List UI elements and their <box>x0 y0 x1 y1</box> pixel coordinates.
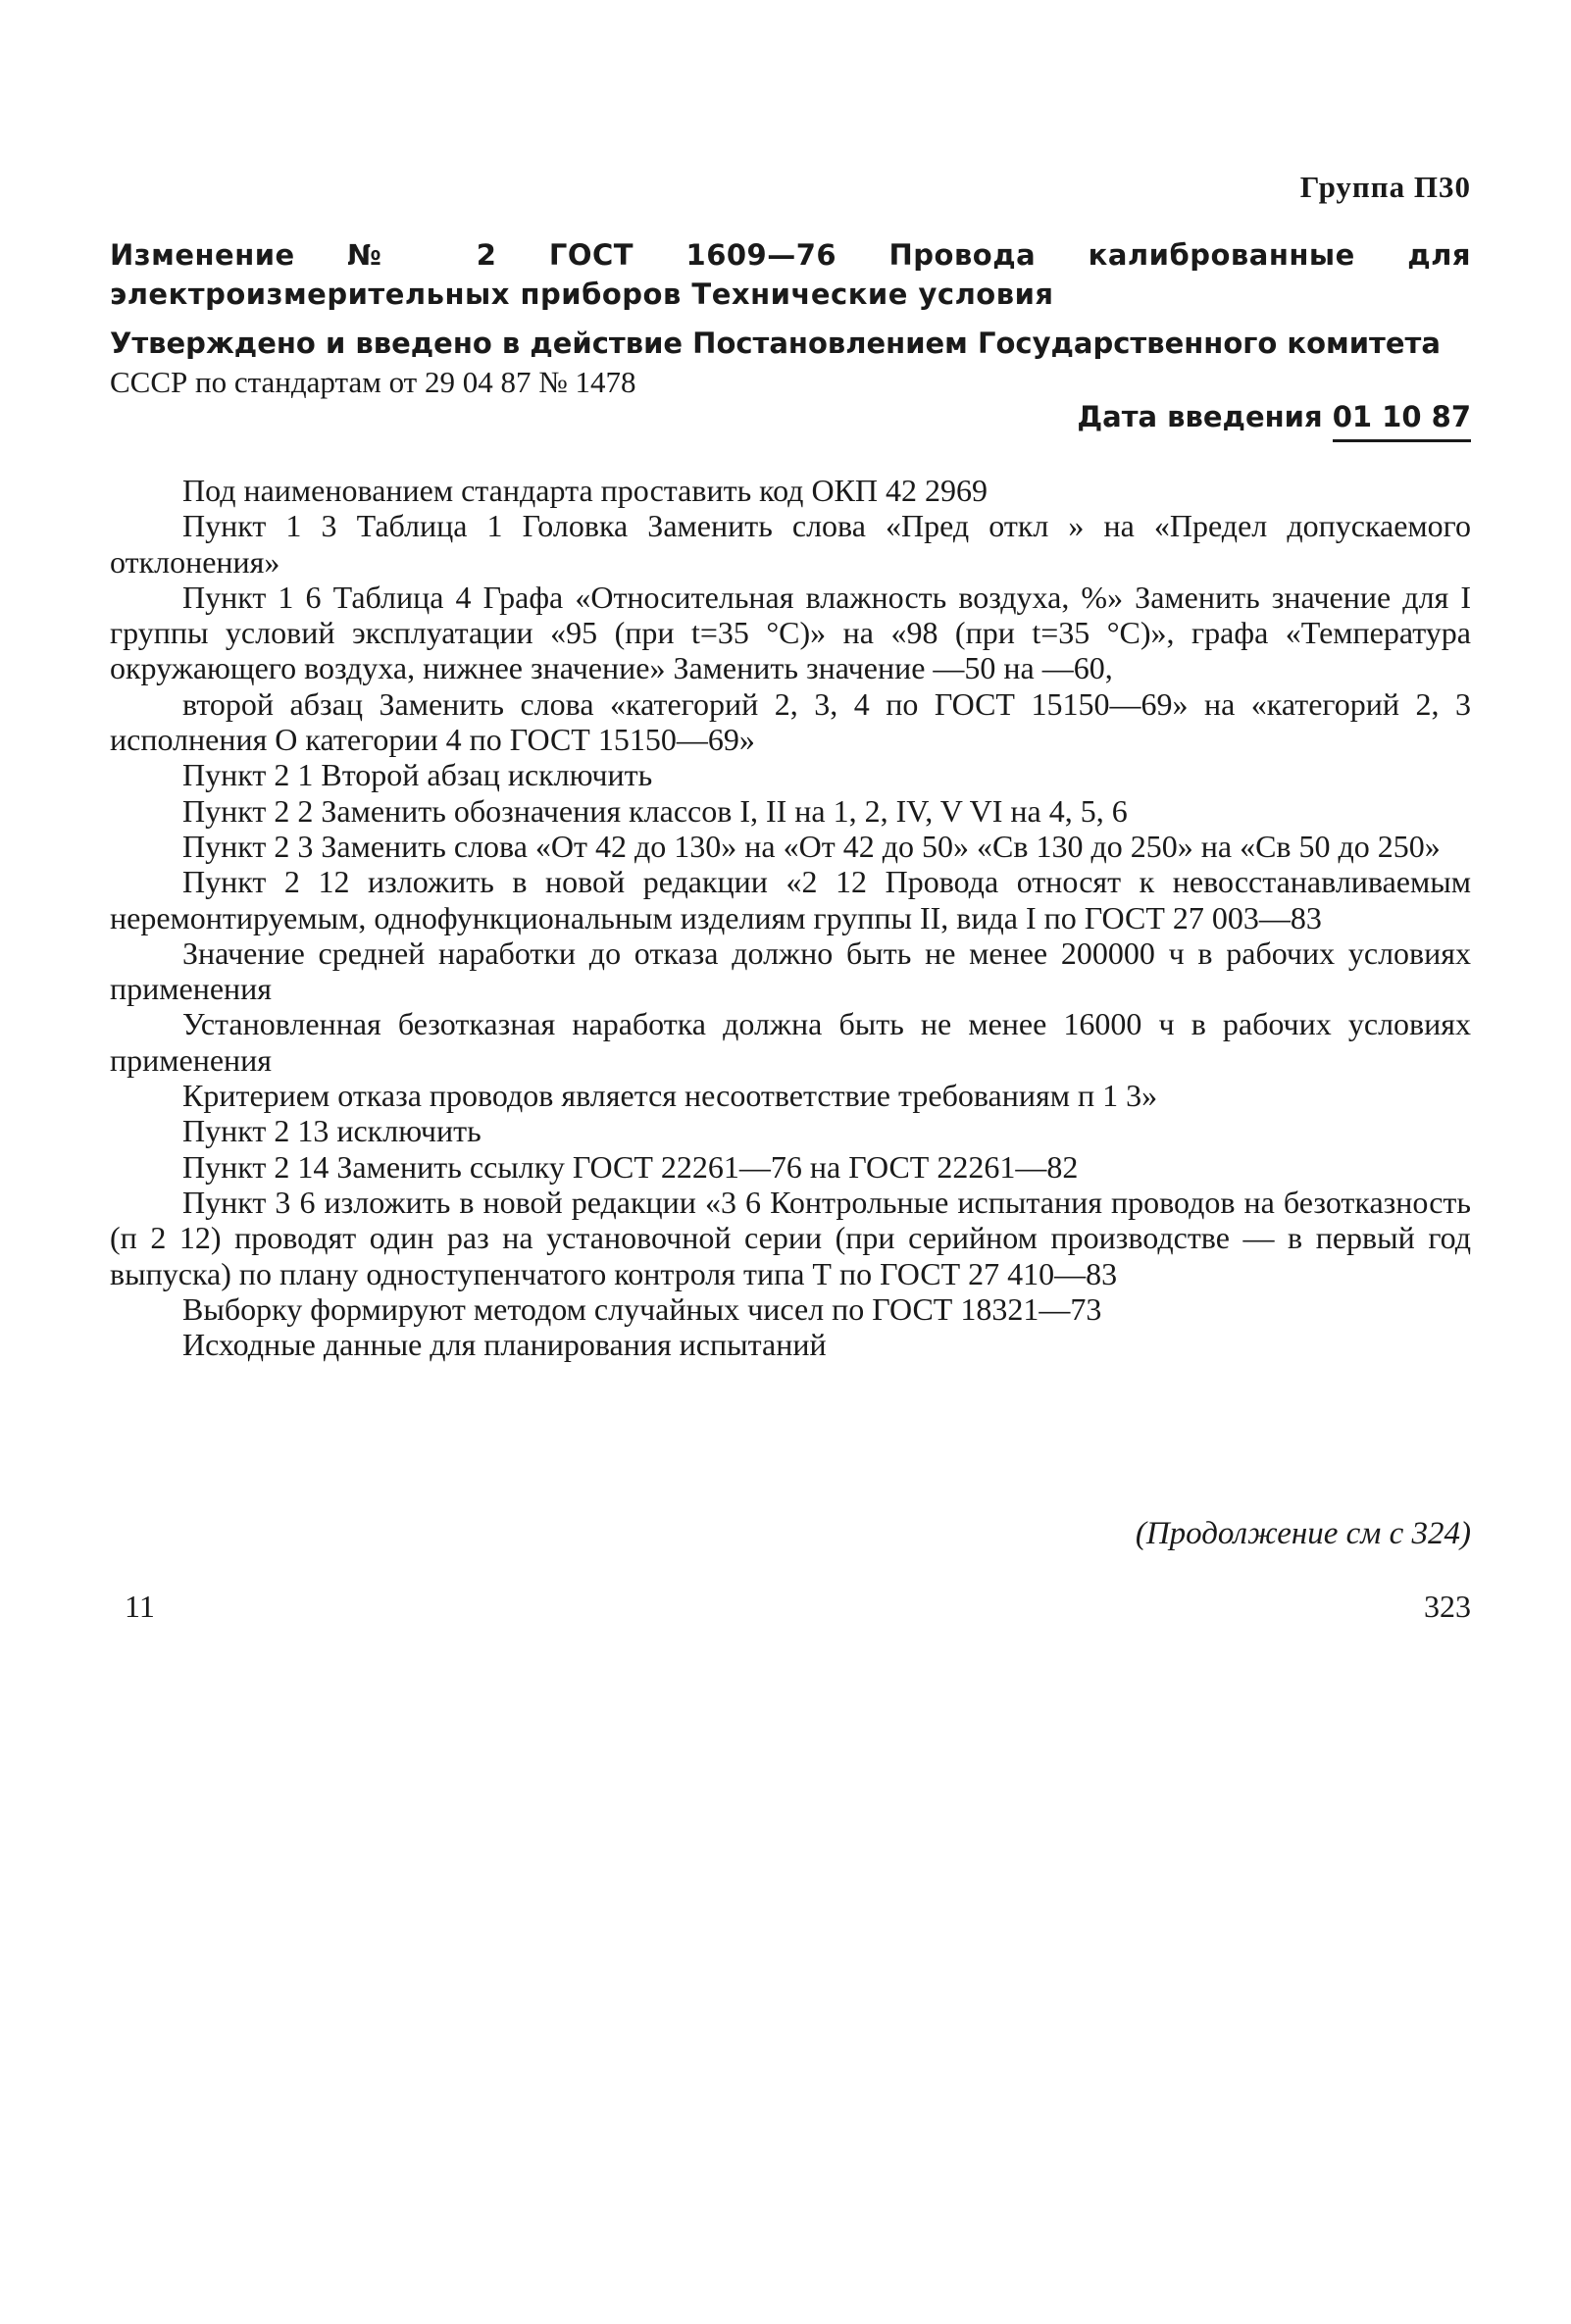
paragraph: Пункт 1 3 Таблица 1 Головка Заменить слова «Пред откл » на «Предел допускаемого отклонения» <box>110 508 1471 580</box>
paragraph: Установленная безотказная наработка должна быть не менее 16000 ч в рабочих условиях применения <box>110 1006 1471 1078</box>
approval-statement-bold: Утверждено и введено в действие Постановлением Государственного комитета <box>110 327 1441 360</box>
change-body <box>110 473 1471 1362</box>
paragraph: Пункт 2 1 Второй абзац исключить <box>182 757 653 793</box>
group-code: Группа П30 <box>1299 170 1471 204</box>
continuation-note: (Продолжение см с 324) <box>1135 1516 1471 1551</box>
paragraph: Пункт 2 14 Заменить ссылку ГОСТ 22261—76 на ГОСТ 22261—82 <box>182 1148 1079 1185</box>
paragraph: второй абзац Заменить слова «категорий 2, 3, 4 по ГОСТ 15150—69» на «категорий 2, 3 исполнения О категории 4 по ГОСТ 15150—69» <box>110 685 1471 758</box>
effective-date <box>883 400 1471 433</box>
paragraph: Критерием отказа проводов является несоответствие требованиям п 1 3» <box>182 1078 1158 1114</box>
paragraph: Под наименованием стандарта проставить код ОКП 42 2969 <box>182 473 988 508</box>
paragraph: Пункт 2 12 изложить в новой редакции «2 12 Провода относят к невосстанавливаемым неремонтируемым, однофункциональным изделиям группы II, вида I по ГОСТ 27 003—83 <box>110 864 1471 935</box>
approval-statement <box>110 324 1471 402</box>
approval-statement-rest: СССР по стандартам от 29 04 87 № 1478 <box>110 365 636 399</box>
paragraph: Пункт 2 3 Заменить слова «От 42 до 130» на «От 42 до 50» «Св 130 до 250» на «Св 50 до 250» <box>182 828 1441 864</box>
paragraph: Значение средней наработки до отказа должно быть не менее 200000 ч в рабочих условиях применения <box>110 935 1471 1007</box>
paragraph: Пункт 2 2 Заменить обозначения классов I, II на 1, 2, IV, V VI на 4, 5, 6 <box>182 792 1128 829</box>
change-title: Изменение № 2 ГОСТ 1609—76 Провода калиброванные для электроизмерительных приборов Технические условия <box>110 238 1471 311</box>
sheet-number: 11 <box>125 1589 155 1624</box>
paragraph: Исходные данные для планирования испытаний <box>182 1327 827 1363</box>
paragraph: Пункт 3 6 изложить в новой редакции «3 6 Контрольные испытания проводов на безотказность (п 2 12) проводят один раз на установочной серии (при серийном производстве — в первый год выпуска) по плану одноступенчатого контроля типа Т по ГОСТ 27 410—83 <box>110 1184 1471 1291</box>
effective-date-label: Дата введения <box>1077 400 1323 433</box>
paragraph: Пункт 2 13 исключить <box>182 1113 481 1149</box>
effective-date-value: 01 10 87 <box>1333 400 1471 442</box>
paragraph: Выборку формируют методом случайных чисел по ГОСТ 18321—73 <box>182 1290 1102 1327</box>
paragraph: Пункт 1 6 Таблица 4 Графа «Относительная влажность воздуха, %» Заменить значение для I группы условий эксплуатации «95 (при t=35 °C)» на «98 (при t=35 °C)», графа «Температура окружающего воздуха, нижнее значение» Заменить значение —50 на —60, <box>110 579 1471 686</box>
page-number: 323 <box>1424 1589 1471 1624</box>
